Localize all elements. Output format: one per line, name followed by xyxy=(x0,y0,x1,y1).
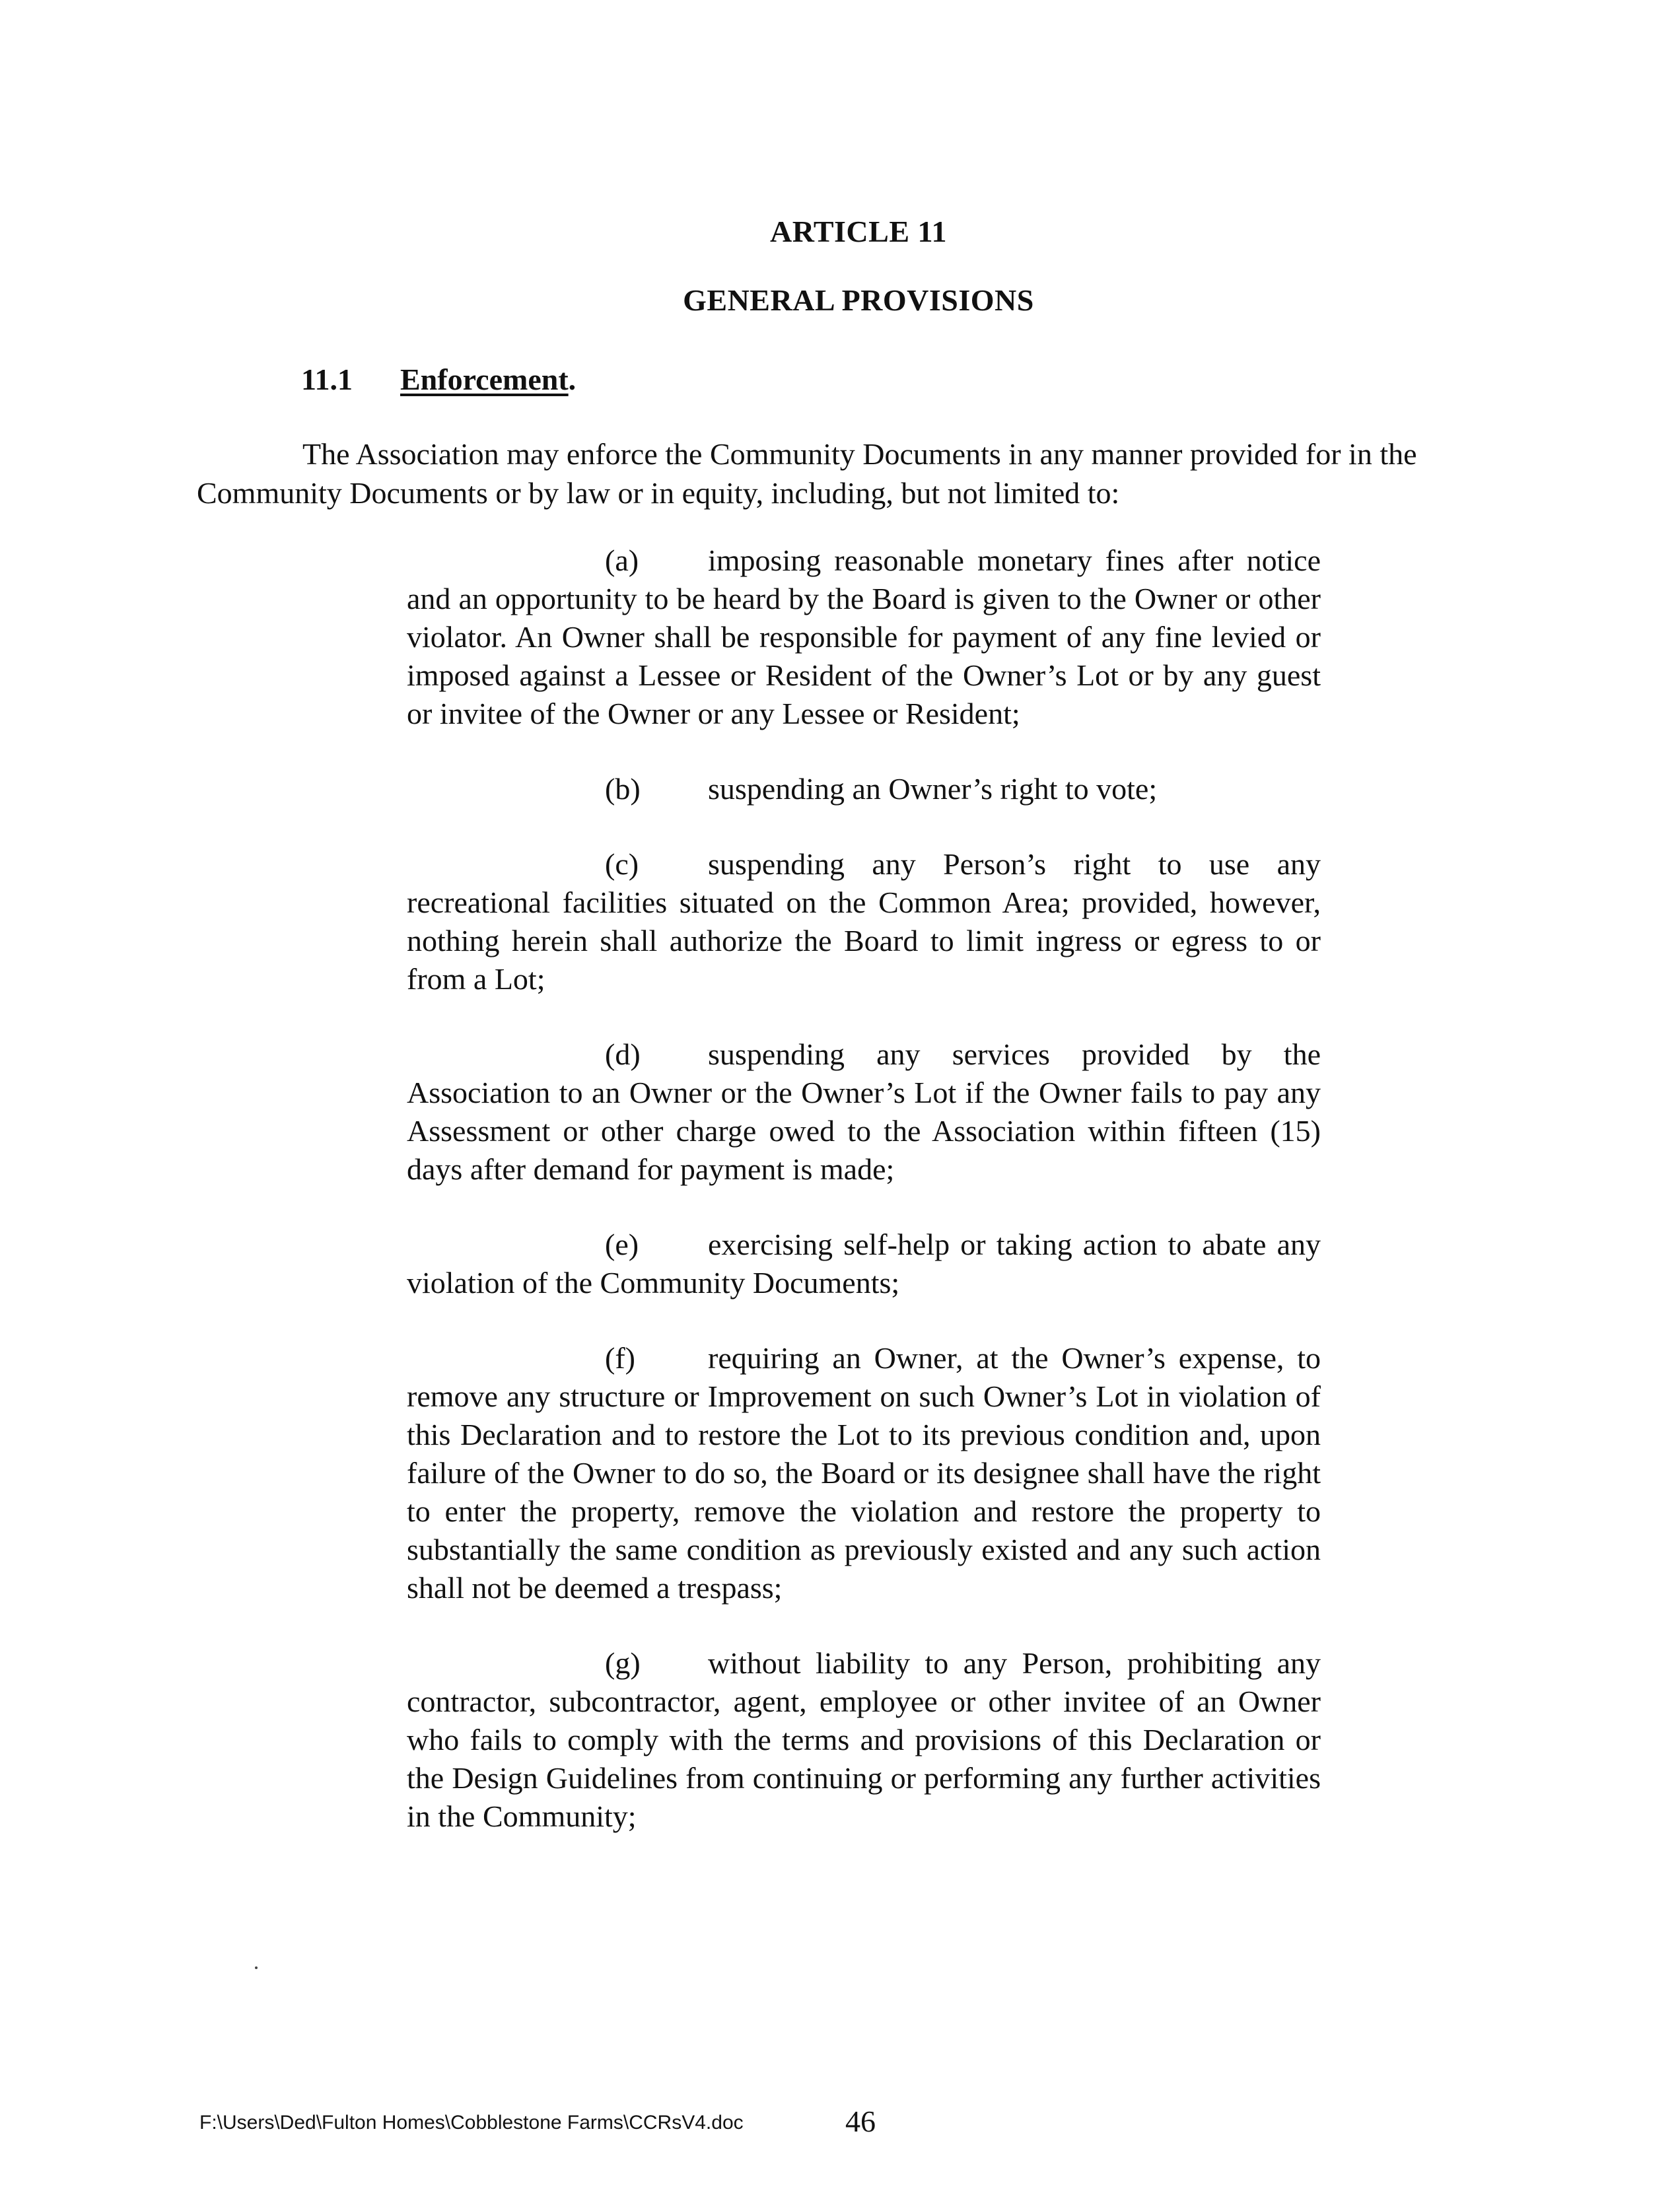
list-item xyxy=(407,541,1321,733)
list-item-text: suspending any services provided by the Association to an Owner or the Owner’s Lot if the Owner fails to pay any Assessment or other charge owed to the Association within fifteen (15) days after demand for payment is made; xyxy=(407,1037,1321,1186)
list-item xyxy=(407,1339,1321,1607)
section-title-suffix: . xyxy=(568,363,577,396)
list-item-marker: (d) xyxy=(605,1037,641,1071)
section-heading xyxy=(301,362,576,397)
list-item-text: suspending an Owner’s right to vote; xyxy=(708,772,1158,806)
list-item xyxy=(407,1226,1321,1302)
list-item-text: exercising self-help or taking action to abate any violation of the Community Documents; xyxy=(407,1228,1321,1300)
article-heading: ARTICLE 11 xyxy=(770,215,947,248)
list-item xyxy=(407,770,1321,808)
list-item xyxy=(407,1035,1321,1189)
section-title: Enforcement xyxy=(400,363,569,396)
section-number: 11.1 xyxy=(301,363,353,396)
article-title: GENERAL PROVISIONS xyxy=(683,283,1034,317)
footer-file-path: F:\Users\Ded\Fulton Homes\Cobblestone Farms\CCRsV4.doc xyxy=(199,2112,744,2134)
list-item-marker: (f) xyxy=(605,1341,635,1375)
page-number: 46 xyxy=(845,2104,876,2138)
list-item-marker: (c) xyxy=(605,847,639,881)
list-item-text: suspending any Person’s right to use any recreational facilities situated on the Common Area; provided, however, nothing herein shall authorize the Board to limit ingress or egress to or from a Lot; xyxy=(407,847,1321,996)
list-item-marker: (a) xyxy=(605,543,639,577)
list-item-text: requiring an Owner, at the Owner’s expense, to remove any structure or Improvement on such Owner’s Lot in violation of this Declaration and to restore the Lot to its previous condition and, upon failure of the Owner to do so, the Board or its designee shall have the right to enter the property, remove the violation and restore the property to substantially the same condition as previously existed and any such action shall not be deemed a trespass; xyxy=(407,1341,1321,1605)
list-item-text: without liability to any Person, prohibiting any contractor, subcontractor, agent, employee or other invitee of an Owner who fails to comply with the terms and provisions of this Declaration or the Design Guidelines from continuing or performing any further activities in the Community; xyxy=(407,1646,1321,1833)
list-item xyxy=(407,845,1321,998)
list-item-marker: (g) xyxy=(605,1646,641,1680)
list-item-text: imposing reasonable monetary fines after notice and an opportunity to be heard by the Board is given to the Owner or other violator. An Owner shall be responsible for payment of any fine levied or imposed against a Lessee or Resident of the Owner’s Lot or by any guest or invitee of the Owner or any Lessee or Resident; xyxy=(407,543,1321,730)
enforcement-list xyxy=(407,541,1321,1873)
section-intro-paragraph: The Association may enforce the Community Documents in any manner provided for in the Community Documents or by law or in equity, including, but not limited to: xyxy=(197,437,1417,510)
list-item xyxy=(407,1644,1321,1836)
list-item-marker: (b) xyxy=(605,772,641,806)
list-item-marker: (e) xyxy=(605,1228,639,1261)
scan-speck xyxy=(255,1966,258,1969)
